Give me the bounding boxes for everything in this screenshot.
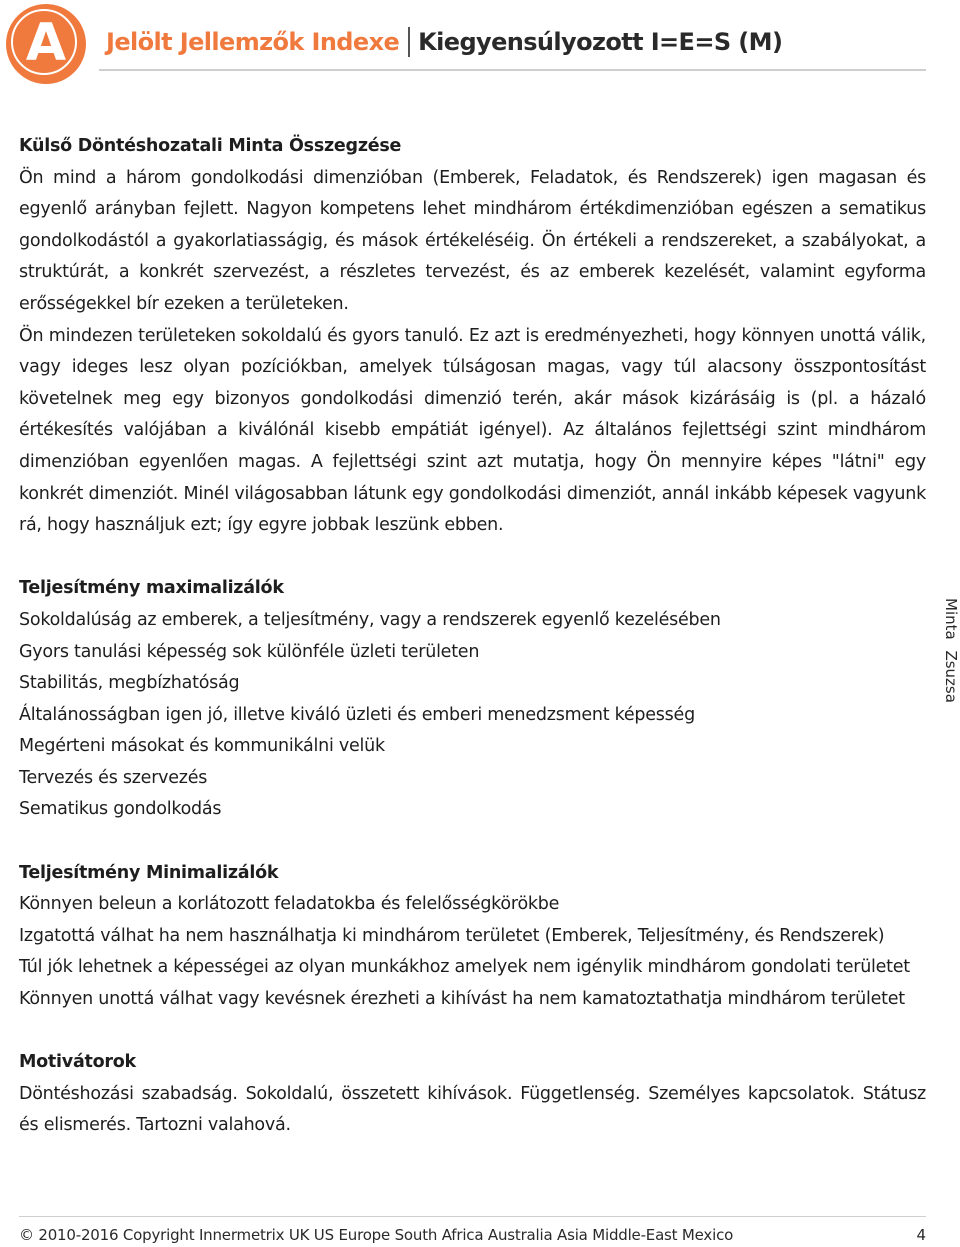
footer-divider (19, 1216, 926, 1217)
section-spacer (19, 826, 926, 858)
logo-letter: A (25, 13, 67, 73)
profile-type-title: Kiegyensúlyozott I=E=S (M) (418, 28, 783, 56)
motivators-heading: Motivátorok (19, 1052, 136, 1073)
page-title (106, 22, 782, 62)
candidate-name-label: Minta Zsuzsa (942, 598, 960, 703)
maximizers-heading: Teljesítmény maximalizálók (19, 578, 284, 599)
list-item: Izgatottá válhat ha nem használhatja ki mindhárom területet (Emberek, Teljesítmény, és Rendszerek) (19, 925, 885, 946)
list-item: Sematikus gondolkodás (19, 799, 222, 820)
list-item: Túl jók lehetnek a képességei az olyan munkákhoz amelyek nem igénylik mindhárom gondolati területet (19, 957, 910, 978)
list-item: Sokoldalúság az emberek, a teljesítmény, vagy a rendszerek egyenlő kezelésében (19, 609, 721, 630)
list-item: Könnyen unottá válhat vagy kevésnek érezheti a kihívást ha nem kamatoztathatja mindhárom területet (19, 989, 905, 1010)
report-title: Jelölt Jellemzők Indexe (106, 28, 400, 56)
page-number: 4 (916, 1226, 926, 1244)
summary-paragraph-1: Ön mind a három gondolkodási dimenzióban (Emberek, Feladatok, és Rendszerek) igen magasan és egyenlő arányban fejlett. Nagyon kompetens lehet mindhárom értékdimenzióban egészen a sematikus gondolkodástól a gyakorlatiasságig, és mások értékeléséig. Ön értékeli a rendszereket, a szabályokat, a struktúrát, a konkrét szervezést, a részletes tervezést, és az emberek kezelését, valamint egyforma erősségekkel bír ezeken a területeken. (19, 167, 926, 314)
list-item: Megérteni másokat és kommunikálni velük (19, 736, 385, 757)
motivators-text: Döntéshozási szabadság. Sokoldalú, összetett kihívások. Függetlenség. Személyes kapcsolatok. Státusz és elismerés. Tartozni valahová. (19, 1083, 926, 1136)
title-divider (408, 27, 410, 57)
summary-paragraph-2: Ön mindezen területeken sokoldalú és gyors tanuló. Ez azt is eredményezheti, hogy könnyen unottá válik, vagy ideges lesz olyan pozíciókban, amelyek túlságosan magas, vagy túl alacsony összpontosítást követelnek meg egy bizonyos gondolkodási dimenzió terén, akár mások kizárásáig is (pl. a házaló értékesítés valójában a kiválónál kisebb empátiát igényel). Az általános fejlettségi szint mindhárom dimenzióban egyenlően magas. A fejlettségi szint azt mutatja, hogy Ön mennyire képes "látni" egy konkrét dimenziót. Minél világosabban látunk egy gondolkodási dimenziót, annál inkább képesek vagyunk rá, hogy használjuk ezt; így egyre jobbak leszünk ebben. (19, 325, 926, 536)
summary-heading: Külső Döntéshozatali Minta Összegzése (19, 136, 402, 156)
section-spacer (19, 542, 926, 574)
list-item: Tervezés és szervezés (19, 767, 208, 788)
list-item: Gyors tanulási képesség sok különféle üzleti területen (19, 641, 480, 662)
brand-logo-icon (6, 4, 86, 84)
list-item: Könnyen beleun a korlátozott feladatokba és felelősségkörökbe (19, 894, 560, 915)
header-divider (99, 69, 926, 71)
list-item: Általánosságban igen jó, illetve kiváló üzleti és emberi menedzsment képesség (19, 704, 695, 725)
section-spacer (19, 1016, 926, 1048)
report-content (19, 131, 926, 1142)
list-item: Stabilitás, megbízhatóság (19, 673, 240, 694)
minimizers-heading: Teljesítmény Minimalizálók (19, 862, 279, 883)
footer-copyright: © 2010-2016 Copyright Innermetrix UK US Europe South Africa Australia Asia Middle-East Mexico (19, 1226, 734, 1244)
